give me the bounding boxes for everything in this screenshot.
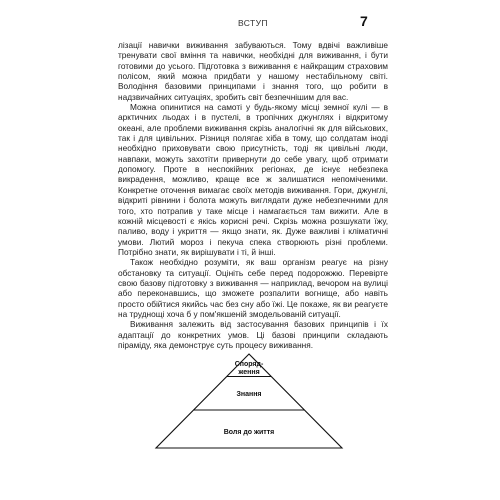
page-number: 7 bbox=[360, 13, 368, 29]
paragraph: лізації навички виживання забуваються. Тому вдвічі важливіше тренувати свої вміння та навички, необхідні для виживання, і бути готовими до усього. Підготовка з виживання є найкращим страховим полісом, який можна придбати у нашому нестабільному світі. Володіння базовими принципами і знання того, що робити в надзвичайних ситуаціях, зробить світ безпечнішим для вас. bbox=[118, 40, 388, 102]
pyramid-svg bbox=[154, 352, 344, 450]
running-head: ВСТУП bbox=[238, 18, 268, 28]
paragraph: Можна опинитися на самоті у будь-якому місці земної кулі — в арктичних льодах і в пустелі, в тропічних джунглях і відкритому океані, але проблеми виживання скрізь аналогічні як для військових, так і для цивільних. Різниця полягає хіба в тому, що солдатам іноді необхідно приховувати свою присутність, тоді як цивільні люди, навпаки, можуть захотіти привернути до себе увагу, щоб отримати допомогу. Проте в неспокійних регіонах, де існує небезпека викрадення, можливо, краще все ж залишатися непоміченими. Конкретне оточення вимагає своїх методів виживання. Гори, джунглі, відкриті рівнини і болота можуть виглядати дуже небезпечними для того, хто потрапив у таке місце і намагається там вижити. Але в кожній місцевості є якісь корисні речі. Скрізь можна розшукати їжу, паливо, воду і укриття — якщо знати, як. Дуже важливі і кліматичні умови. Лютий мороз і пекуча спека створюють різні проблеми. Потрібно знати, як вирішувати і ті, й інші. bbox=[118, 102, 388, 257]
paragraph: Виживання залежить від застосування базових принципів і їх адаптації до конкретних умов. Ці базові принципи складають піраміду, яка демонструє суть процесу виживання. bbox=[118, 319, 388, 350]
paragraph: Також необхідно розуміти, як ваш організм реагує на різну обстановку та ситуації. Оцініть себе перед подорожжю. Перевірте свою базову підготовку з виживання — наприклад, вечором на вулиці або переконавшись, що зможете розпалити вогнище, або навіть просто обійтися якийсь час без сну або їжі. Це покаже, як ви реагуєте на труднощі хоча б у пом'якшеній змодельованій ситуації. bbox=[118, 257, 388, 319]
pyramid-level-middle: Знання bbox=[236, 391, 262, 398]
pyramid-level-bottom: Воля до життя bbox=[223, 429, 275, 436]
pyramid-level-top-line2: ження bbox=[238, 369, 260, 376]
body-text bbox=[118, 40, 388, 350]
pyramid-level-top-line1: Споряд- bbox=[234, 361, 264, 368]
survival-pyramid-diagram bbox=[154, 352, 344, 450]
